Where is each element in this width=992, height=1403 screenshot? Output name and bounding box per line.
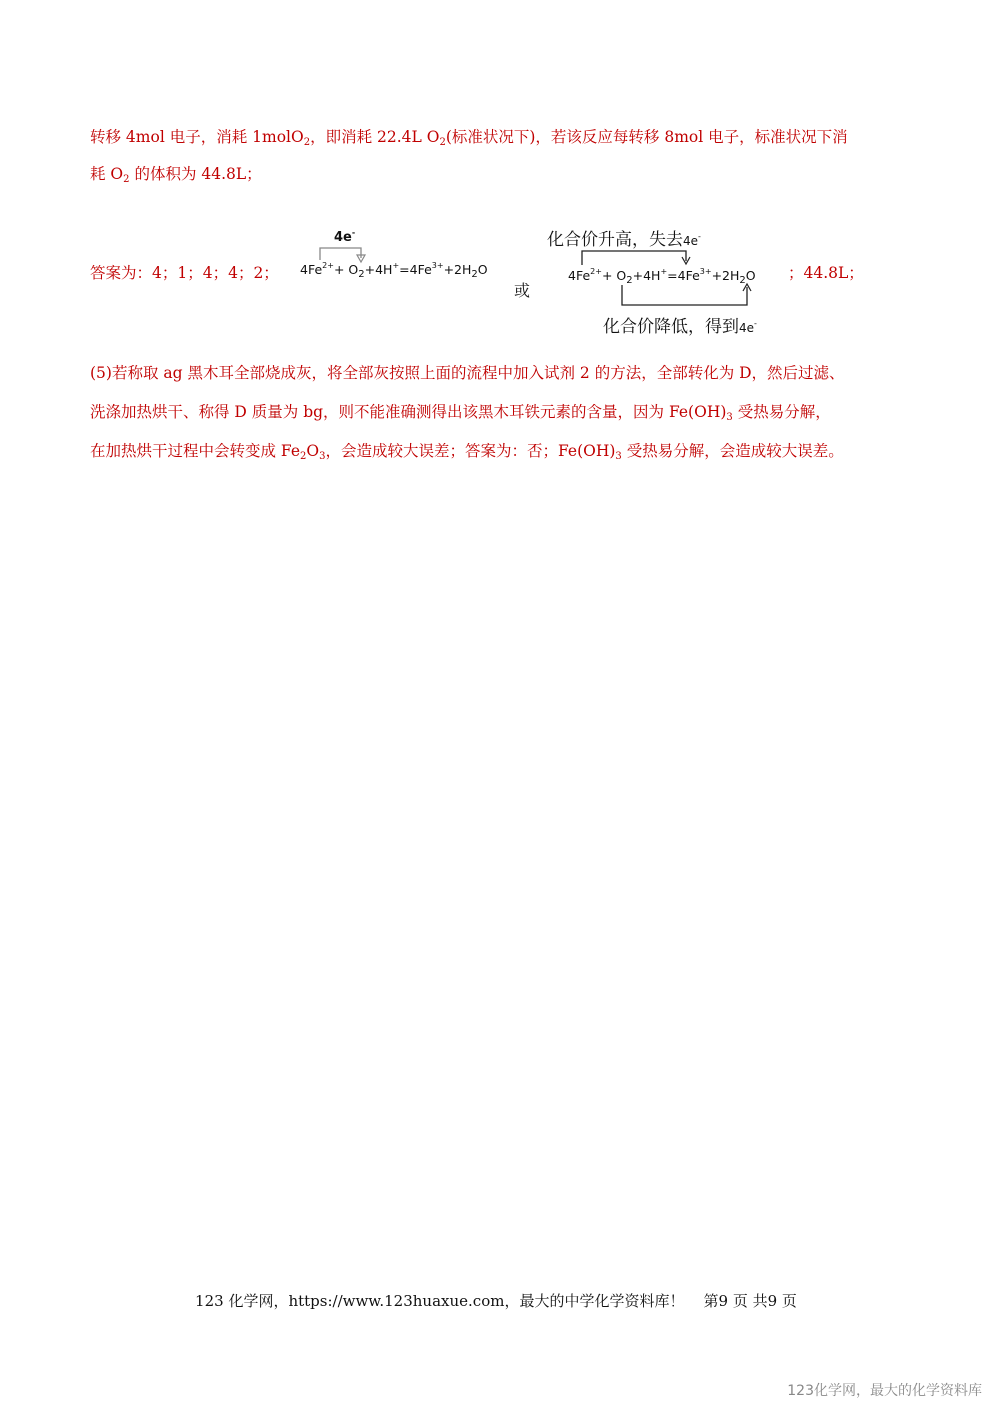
page-footer bbox=[0, 1290, 992, 1311]
electron-count-label-1: 4e- bbox=[334, 228, 356, 245]
oxidation-label: 化合价升高，失去4e- bbox=[547, 230, 701, 250]
chemical-equation-2: $4Fe^{2+}+ O_2+4H^+=4Fe^{3+}+2H_2O$ bbox=[568, 267, 756, 286]
corner-watermark: 123化学网，最大的化学资料库 bbox=[787, 1383, 982, 1399]
paragraph-line: 在加热烘干过程中会转变成 $Fe_2O_3$，会造成较大误差；答案为：否；$Fe(OH)_3$ 受热易分解，会造成较大误差。 bbox=[90, 442, 844, 462]
paragraph-line: (5)若称取 ag 黑木耳全部烧成灰，将全部灰按照上面的流程中加入试剂 2 的方法，全部转化为 D，然后过滤、 bbox=[90, 364, 845, 382]
or-connector: 或 bbox=[514, 281, 531, 300]
paragraph-part-5 bbox=[90, 354, 910, 471]
answer-suffix: ；44.8L； bbox=[788, 264, 864, 282]
footer-site-text: 123 化学网，https://www.123huaxue.com，最大的中学化学资料库！ bbox=[195, 1292, 685, 1310]
answer-prefix: 答案为：4；1；4；4；2； bbox=[90, 264, 279, 282]
paragraph-line: 耗 $O_2$ 的体积为 44.8L； bbox=[90, 165, 262, 185]
page-number: 第9 页 共9 页 bbox=[703, 1292, 797, 1310]
paragraph-line: 洗涤加热烘干、称得 D 质量为 bg，则不能准确测得出该黑木耳铁元素的含量，因为 $Fe(OH)_3$ 受热易分解， bbox=[90, 403, 831, 423]
paragraph-electron-transfer bbox=[90, 119, 910, 193]
electron-transfer-arrow-1 bbox=[300, 226, 520, 266]
paragraph-line: 转移 4mol 电子，消耗 1molO$_2$，即消耗 22.4L $O_2$(标准状况下)，若该反应每转移 8mol 电子，标准状况下消 bbox=[90, 128, 848, 148]
chemical-equation-1: $4Fe^{2+}+ O_2+4H^+=4Fe^{3+}+2H_2O$ bbox=[300, 261, 488, 280]
reduction-label: 化合价降低，得到4e- bbox=[603, 317, 757, 337]
